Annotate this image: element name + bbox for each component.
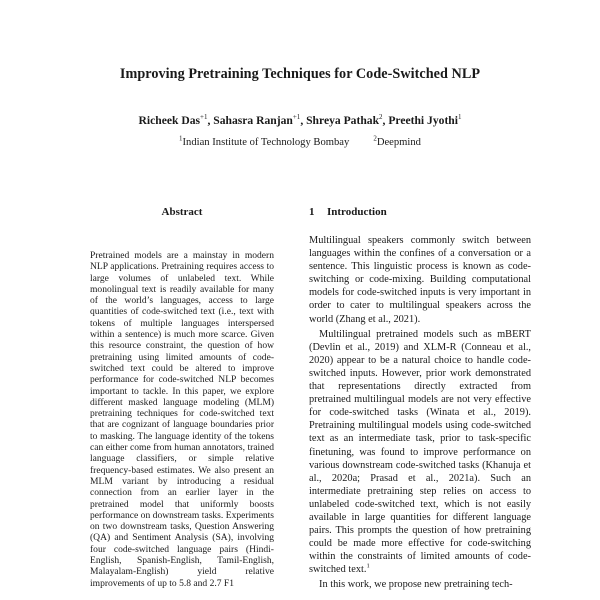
abstract-heading: Abstract — [161, 206, 203, 218]
author-name: Preethi Jyothi — [388, 114, 458, 127]
author-name: Richeek Das — [138, 114, 201, 127]
affiliation-mark: 1 — [179, 134, 183, 143]
affiliation-list — [0, 134, 600, 148]
paragraph-text: Multilingual pretrained models such as mBERT (Devlin et al., 2019) and XLM-R (Conneau et al., 2020) appear to be a natural choice to handle code-switched inputs. However, prior work demonstrated that representations directly extracted from pretrained multilingual models are not very effective for code-switched tasks (Winata et al., 2019). Pretraining multilingual models using code-switched text as an intermediate task, prior to task-specific finetuning, was found to improve performance on various downstream code-switched tasks (Khanuja et al., 2020a; Prasad et al., 2021a). Such an intermediate pretraining step relies on access to unlabeled code-switched text, which is not easily available in large quantities for different language pairs. This prompts the question of how pretraining could be made more effective for code-switching within the constraints of limited amounts of code-switched text. — [309, 328, 531, 576]
paragraph: Multilingual speakers commonly switch between languages within the confines of a conversation or a sentence. This linguistic process is known as code-switching or code-mixing. Building computational models for code-switched inputs is very important in order to cater to multilingual speakers across the world (Zhang et al., 2021). — [309, 235, 531, 325]
author-mark: +1 — [292, 113, 301, 122]
affiliation-name: Indian Institute of Technology Bombay — [182, 137, 350, 148]
section-title: Introduction — [327, 206, 387, 218]
affiliation-mark: 2 — [373, 134, 377, 143]
abstract-text: Pretrained models are a mainstay in modern NLP applications. Pretraining requires access to large volumes of unlabeled text. While monolingual text is readily available for many of the world’s languages, access to large quantities of code-switched text (i.e., text with tokens of multiple languages interspersed within a sentence) is much more scarce. Given this resource constraint, the question of how pretraining using limited amounts of code-switched text could be altered to improve performance for code-switched NLP becomes important to tackle. In this paper, we explore different masked language modeling (MLM) pretraining techniques for code-switched text that are cognizant of language boundaries prior to masking. The language identity of the tokens can either come from human annotators, trained language classifiers, or simple relative frequency-based estimates. We also present an MLM variant by introducing a residual connection from an earlier layer in the pretrained model that uniformly boosts performance on downstream tasks. Experiments on two downstream tasks, Question Answering (QA) and Sentiment Analysis (SA), involving four code-switched language pairs (Hindi-English, Spanish-English, Tamil-English, Malayalam-English) yield relative improvements of up to 5.8 and 2.7 F1 — [90, 250, 274, 589]
author-name: Sahasra Ranjan — [213, 114, 293, 127]
paragraph — [309, 328, 531, 577]
section-heading-introduction — [309, 206, 531, 218]
author-mark: +1 — [200, 113, 208, 122]
author-list: Richeek Das$^{+1}$, Sahasra Ranjan$^{+1}$, Shreya Pathak$^2$, Preethi Jyothi$^1$ — [138, 113, 462, 127]
paragraph: In this work, we propose new pretraining tech- — [319, 579, 513, 591]
affiliation-name: Deepmind — [376, 137, 421, 148]
author-name: Shreya Pathak — [306, 114, 380, 127]
section-number: 1 — [309, 206, 315, 218]
footnote-marker: 1 — [366, 562, 370, 570]
introduction-body — [309, 234, 531, 592]
paper-title: Improving Pretraining Techniques for Code-Switched NLP — [119, 66, 481, 82]
author-mark: 2 — [379, 113, 383, 122]
author-mark: 1 — [457, 113, 462, 122]
